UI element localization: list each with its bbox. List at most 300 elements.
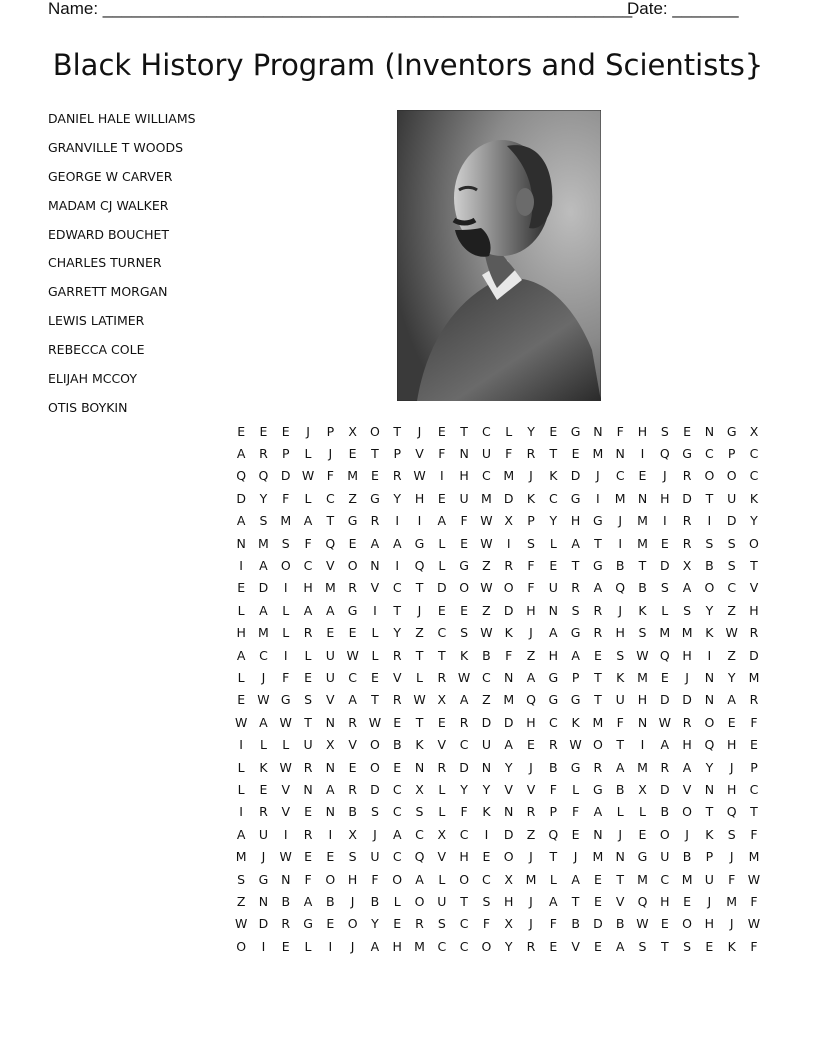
grid-letter: T (393, 602, 402, 618)
grid-letter: L (237, 602, 245, 618)
grid-letter: K (571, 714, 580, 730)
grid-letter: F (505, 647, 513, 663)
name-field-label: Name: ________________________________________________________ (48, 0, 633, 18)
grid-letter: R (392, 468, 402, 484)
grid-letter: T (304, 714, 312, 730)
grid-letter: J (328, 446, 333, 462)
grid-letter: A (593, 580, 603, 596)
grid-letter: Z (482, 602, 491, 618)
grid-letter: V (749, 580, 759, 596)
grid-letter: L (371, 625, 379, 641)
grid-letter: J (373, 826, 377, 842)
grid-letter: A (236, 647, 246, 663)
grid-row (230, 801, 765, 823)
grid-letter: T (594, 669, 602, 685)
grid-letter: A (459, 692, 469, 708)
grid-letter: P (281, 446, 290, 462)
grid-letter: Q (659, 647, 670, 663)
grid-letter: Y (482, 781, 491, 797)
grid-letter: D (481, 714, 492, 730)
grid-letter: Q (637, 893, 648, 909)
grid-letter: E (593, 871, 602, 887)
grid-letter: D (236, 490, 246, 506)
grid-letter: Y (393, 490, 402, 506)
grid-letter: S (660, 580, 669, 596)
grid-letter: N (704, 423, 715, 439)
grid-letter: F (304, 535, 312, 551)
grid-letter: C (727, 580, 737, 596)
grid-letter: R (526, 938, 536, 954)
grid-letter: M (637, 513, 648, 529)
grid-letter: V (437, 737, 447, 753)
grid-letter: Z (526, 826, 536, 842)
grid-letter: H (704, 916, 715, 932)
grid-letter: P (549, 804, 558, 820)
grid-letter: R (303, 759, 313, 775)
grid-letter: J (729, 916, 734, 932)
header-line (48, 0, 739, 18)
grid-letter: D (682, 490, 692, 506)
grid-letter: K (727, 938, 736, 954)
grid-row (230, 868, 765, 890)
grid-letter: F (750, 893, 758, 909)
grid-letter: R (392, 647, 402, 663)
grid-letter: D (258, 580, 269, 596)
grid-letter: A (326, 781, 335, 797)
grid-letter: C (705, 446, 714, 462)
grid-letter: M (414, 938, 425, 954)
grid-letter: N (258, 893, 269, 909)
grid-letter: K (705, 625, 714, 641)
grid-letter: C (482, 871, 491, 887)
grid-letter: A (370, 535, 380, 551)
grid-row (230, 577, 765, 599)
word-list-item: GEORGE W CARVER (48, 168, 173, 184)
grid-letter: N (370, 558, 380, 574)
grid-letter: Z (482, 692, 491, 708)
grid-letter: G (347, 602, 358, 618)
grid-letter: B (482, 647, 491, 663)
grid-letter: Q (414, 558, 425, 574)
grid-letter: T (705, 490, 714, 506)
grid-letter: R (548, 737, 558, 753)
grid-letter: E (437, 602, 446, 618)
grid-row (230, 442, 765, 464)
grid-letter: L (304, 938, 312, 954)
grid-letter: K (482, 804, 491, 820)
grid-letter: I (373, 602, 377, 618)
grid-letter: U (615, 692, 625, 708)
grid-letter: S (527, 535, 535, 551)
word-list-item: GARRETT MORGAN (48, 284, 168, 300)
grid-letter: M (614, 490, 626, 506)
grid-letter: K (549, 468, 558, 484)
grid-letter: T (326, 513, 335, 529)
grid-letter: V (571, 938, 580, 954)
grid-letter: M (659, 625, 671, 641)
grid-letter: M (681, 871, 693, 887)
grid-letter: R (437, 759, 447, 775)
grid-letter: J (529, 625, 533, 641)
word-list-item: DANIEL HALE WILLIAMS (48, 111, 196, 126)
grid-letter: N (414, 759, 425, 775)
grid-letter: H (570, 513, 581, 529)
grid-letter: O (414, 893, 425, 909)
grid-letter: A (727, 692, 736, 708)
grid-letter: U (660, 849, 670, 865)
grid-letter: G (280, 692, 291, 708)
grid-letter: B (370, 893, 380, 909)
grid-letter: M (503, 468, 515, 484)
grid-letter: W (480, 513, 493, 529)
grid-letter: P (527, 513, 535, 529)
grid-letter: E (571, 446, 580, 462)
grid-row (230, 487, 765, 509)
grid-letter: I (484, 826, 489, 842)
grid-letter: C (749, 446, 759, 462)
grid-letter: D (503, 714, 514, 730)
grid-letter: E (393, 916, 402, 932)
grid-letter: G (459, 558, 469, 574)
grid-letter: E (237, 580, 246, 596)
grid-letter: O (347, 916, 358, 932)
grid-letter: V (682, 781, 692, 797)
grid-letter: B (682, 849, 692, 865)
grid-letter: D (370, 781, 380, 797)
grid-letter: V (326, 558, 335, 574)
grid-letter: R (348, 714, 357, 730)
grid-letter: E (304, 849, 312, 865)
grid-letter: L (438, 558, 446, 574)
grid-letter: J (529, 849, 533, 865)
grid-letter: S (237, 871, 246, 887)
grid-letter: I (707, 647, 712, 663)
grid-letter: Y (750, 513, 758, 529)
grid-letter: L (282, 737, 290, 753)
grid-letter: E (348, 759, 357, 775)
grid-letter: H (548, 647, 558, 663)
grid-letter: N (593, 826, 603, 842)
grid-letter: E (259, 781, 268, 797)
grid-letter: E (750, 737, 758, 753)
grid-letter: E (348, 535, 357, 551)
grid-letter: E (705, 938, 714, 954)
grid-letter: J (417, 602, 422, 618)
grid-letter: O (592, 737, 603, 753)
grid-letter: I (239, 737, 243, 753)
grid-letter: E (593, 893, 602, 909)
grid-letter: E (281, 423, 290, 439)
grid-letter: L (304, 647, 312, 663)
grid-letter: Y (393, 625, 402, 641)
grid-letter: Z (348, 490, 357, 506)
grid-letter: L (282, 625, 290, 641)
grid-letter: C (548, 714, 558, 730)
grid-letter: L (237, 669, 245, 685)
grid-letter: C (437, 938, 447, 954)
grid-letter: L (416, 669, 423, 685)
grid-letter: H (504, 893, 514, 909)
grid-letter: I (439, 468, 444, 484)
grid-letter: F (750, 714, 758, 730)
grid-letter: Y (504, 938, 513, 954)
grid-letter: T (415, 580, 424, 596)
grid-letter: E (393, 759, 402, 775)
grid-letter: I (283, 826, 288, 842)
letter-grid (230, 420, 765, 957)
grid-letter: C (392, 804, 402, 820)
grid-letter: E (370, 468, 379, 484)
grid-letter: F (527, 580, 535, 596)
grid-row (230, 689, 765, 711)
grid-letter: E (393, 714, 402, 730)
grid-letter: R (303, 625, 313, 641)
grid-letter: A (348, 692, 357, 708)
grid-letter: I (239, 558, 243, 574)
grid-letter: K (705, 826, 714, 842)
grid-letter: W (346, 647, 359, 663)
grid-letter: O (459, 871, 470, 887)
grid-letter: E (437, 423, 446, 439)
grid-letter: X (749, 423, 759, 439)
grid-letter: A (593, 804, 603, 820)
grid-letter: F (371, 871, 379, 887)
grid-letter: S (683, 938, 692, 954)
grid-letter: I (395, 513, 400, 529)
grid-letter: I (506, 535, 511, 551)
grid-letter: N (615, 849, 625, 865)
grid-letter: J (417, 423, 422, 439)
grid-letter: Q (414, 849, 425, 865)
grid-letter: C (615, 468, 625, 484)
grid-letter: N (504, 669, 514, 685)
grid-letter: L (438, 781, 446, 797)
grid-letter: U (459, 490, 469, 506)
grid-letter: K (616, 669, 625, 685)
grid-letter: Q (659, 446, 670, 462)
grid-letter: X (682, 558, 692, 574)
grid-letter: W (747, 871, 761, 887)
grid-letter: S (482, 893, 491, 909)
grid-letter: A (392, 535, 402, 551)
grid-letter: H (303, 580, 313, 596)
grid-letter: M (592, 446, 604, 462)
grid-letter: B (549, 759, 558, 775)
grid-letter: T (460, 423, 468, 439)
grid-letter: A (236, 826, 246, 842)
grid-letter: L (616, 804, 624, 820)
word-list (48, 109, 196, 427)
grid-letter: R (526, 446, 536, 462)
grid-letter: X (504, 513, 513, 529)
grid-letter: O (704, 714, 715, 730)
grid-letter: X (504, 871, 513, 887)
grid-letter: S (705, 535, 714, 551)
grid-letter: F (750, 938, 758, 954)
grid-letter: O (236, 938, 247, 954)
grid-letter: N (303, 781, 313, 797)
grid-letter: G (548, 692, 559, 708)
grid-letter: Y (705, 759, 714, 775)
grid-letter: M (592, 714, 604, 730)
grid-letter: M (637, 759, 648, 775)
grid-letter: C (749, 468, 759, 484)
grid-row (230, 913, 765, 935)
grid-letter: O (749, 535, 759, 551)
grid-letter: K (460, 647, 469, 663)
grid-letter: M (481, 490, 492, 506)
grid-letter: G (548, 669, 559, 685)
grid-letter: E (259, 423, 268, 439)
grid-row (230, 465, 765, 487)
grid-letter: R (437, 669, 447, 685)
grid-letter: E (326, 625, 335, 641)
grid-letter: D (280, 468, 291, 484)
grid-letter: O (280, 558, 291, 574)
grid-letter: M (748, 669, 760, 685)
grid-letter: F (505, 446, 513, 462)
grid-letter: T (460, 893, 468, 909)
grid-letter: P (705, 849, 714, 865)
grid-letter: J (729, 759, 734, 775)
grid-letter: G (570, 625, 581, 641)
grid-letter: I (395, 558, 400, 574)
grid-letter: H (526, 602, 536, 618)
grid-letter: J (529, 893, 533, 909)
grid-letter: A (236, 446, 246, 462)
grid-letter: I (596, 490, 600, 506)
grid-letter: H (682, 737, 692, 753)
grid-letter: O (392, 871, 403, 887)
grid-letter: W (279, 849, 292, 865)
grid-letter: M (748, 849, 760, 865)
grid-letter: N (325, 759, 336, 775)
grid-letter: A (571, 535, 580, 551)
grid-letter: Q (704, 737, 715, 753)
grid-letter: I (283, 647, 288, 663)
grid-letter: X (437, 692, 447, 708)
grid-letter: F (460, 513, 468, 529)
grid-letter: R (526, 804, 536, 820)
grid-letter: X (415, 781, 424, 797)
grid-letter: T (750, 804, 758, 820)
grid-letter: C (660, 871, 670, 887)
grid-letter: G (370, 490, 380, 506)
grid-letter: S (727, 826, 736, 842)
grid-letter: Y (705, 602, 714, 618)
grid-letter: W (234, 714, 248, 730)
grid-letter: A (236, 513, 246, 529)
grid-letter: D (749, 647, 759, 663)
grid-letter: N (325, 804, 336, 820)
grid-letter: A (504, 737, 513, 753)
grid-letter: C (482, 423, 491, 439)
grid-letter: S (437, 916, 446, 932)
grid-letter: E (482, 849, 491, 865)
grid-letter: S (660, 423, 669, 439)
grid-letter: U (258, 826, 269, 842)
grid-row (230, 823, 765, 845)
grid-letter: N (504, 804, 514, 820)
grid-letter: L (661, 602, 669, 618)
grid-letter: A (303, 602, 313, 618)
grid-letter: M (525, 871, 537, 887)
grid-letter: T (750, 558, 758, 574)
grid-letter: L (438, 871, 446, 887)
grid-letter: E (638, 468, 647, 484)
grid-letter: T (549, 849, 558, 865)
grid-letter: E (549, 423, 558, 439)
grid-letter: J (729, 849, 734, 865)
grid-letter: V (326, 692, 335, 708)
word-list-item: CHARLES TURNER (48, 255, 162, 271)
grid-letter: K (749, 490, 759, 506)
grid-letter: U (481, 737, 491, 753)
grid-letter: T (571, 558, 580, 574)
grid-letter: I (239, 804, 243, 820)
grid-letter: U (303, 737, 313, 753)
grid-letter: D (459, 759, 469, 775)
grid-letter: G (258, 871, 269, 887)
grid-letter: F (460, 804, 468, 820)
grid-letter: V (615, 893, 625, 909)
grid-letter: F (438, 446, 446, 462)
grid-letter: C (482, 669, 491, 685)
grid-letter: Y (527, 423, 535, 439)
grid-letter: F (616, 714, 624, 730)
grid-row (230, 599, 765, 621)
grid-letter: M (726, 893, 738, 909)
grid-letter: U (548, 580, 558, 596)
grid-letter: W (636, 647, 649, 663)
grid-letter: J (573, 849, 578, 865)
grid-letter: D (593, 916, 603, 932)
word-list-item: LEWIS LATIMER (48, 313, 145, 329)
grid-letter: T (438, 647, 446, 663)
grid-row (230, 644, 765, 666)
grid-letter: A (682, 580, 692, 596)
word-list-item: ELIJAH MCCOY (48, 371, 137, 387)
grid-letter: L (393, 893, 401, 909)
grid-letter: D (726, 513, 737, 529)
grid-letter: F (527, 558, 535, 574)
grid-letter: O (726, 468, 737, 484)
grid-letter: J (350, 938, 355, 954)
grid-letter: M (258, 535, 269, 551)
grid-letter: W (636, 916, 649, 932)
grid-letter: T (371, 446, 379, 462)
grid-letter: C (392, 580, 402, 596)
grid-letter: E (437, 490, 446, 506)
grid-letter: A (549, 893, 558, 909)
grid-letter: W (658, 714, 671, 730)
grid-letter: L (639, 804, 646, 820)
grid-letter: W (301, 468, 315, 484)
grid-letter: W (725, 625, 738, 641)
grid-letter: U (481, 446, 491, 462)
grid-letter: T (393, 423, 402, 439)
grid-letter: R (415, 916, 424, 932)
grid-letter: V (392, 669, 402, 685)
grid-letter: F (282, 490, 290, 506)
grid-letter: T (660, 938, 669, 954)
grid-letter: Z (482, 558, 491, 574)
grid-letter: E (549, 558, 558, 574)
grid-letter: P (727, 446, 736, 462)
grid-letter: E (727, 714, 736, 730)
grid-letter: R (348, 781, 357, 797)
grid-letter: T (616, 737, 625, 753)
